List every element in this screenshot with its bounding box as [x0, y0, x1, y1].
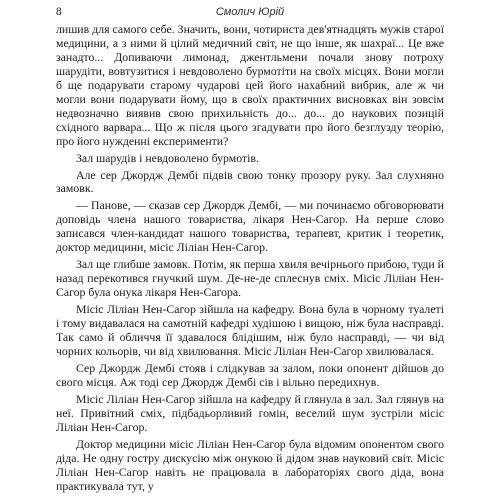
paragraph: — Панове, — сказав сер Джордж Дембі, — ми починаємо обговорювати доповідь члена нашого товариства, лікаря Нен-Сагор. На перше слово записався член-кандидат нашого товариства, терапевт, критик і теоретик, доктор медицини, місіс Ліліан Нен-Сагор.: [56, 198, 444, 255]
paragraph-continued: лишив для самого себе. Значить, вони, чотириста дев'ятнадцять мужів старої медицини, а з ними й цілий медичний світ, не що інше, як шахраї... Це вже занадто... Допиваючи лимонад, джентльмени почали знову потроху шарудіти, вовтузитися і невдоволено бурмотіти на своїх місцях. Вони могли б ще подарувати старому чударові цей його нахабний вибрик, але ж чи могли вони подарувати йому, що в своїх практичних висновках він зовсім недвозначно виявив свою прихильність до... до... до наукових позицій східного варвара... Що ж після цього згадувати про його безглузду теорію, про його нужденні експерименти?: [56, 22, 444, 148]
paragraph: Зал шарудів і невдоволено бурмотів.: [76, 150, 259, 165]
paragraph: Але сер Джордж Дембі підвів свою тонку прозору руку. Зал слухняно замовк.: [56, 167, 444, 196]
paragraph: Доктор медицини місіс Ліліан Нен-Сагор була відомим опонентом свого діда. Не одну гостру дискусію між онукою й дідом знав науковий світ. Місіс Ліліан Нен-Сагор навіть не працювала в лабораторіях свого діда, вона практикувала тут, у: [56, 436, 444, 493]
paragraph: Місіс Ліліан Нен-Сагор зійшла на кафедру й глянула в зал. Зал глянув на неї. Привітний сміх, підбадьорливий гомін, веселий шум зустріли місіс Ліліан Нен-Сагор.: [56, 391, 444, 434]
paragraph: Зал ще глибше замовк. Потім, як перша хвиля вечірнього прибою, туди й назад перекотився гнучкий шум. Де-не-де сплеснув сміх. Місіс Ліліан Нен-Сагор була онука лікаря Нен-Сагора.: [56, 257, 444, 300]
paragraph: Сер Джордж Дембі стояв і слідкував за залом, поки опонент дійшов до свого місця. Аж тоді сер Джордж Дембі сів і вільно передихнув.: [56, 360, 444, 389]
running-head: [56, 5, 444, 19]
paragraph: Місіс Ліліан Нен-Сагор зійшла на кафедру. Вона була в чорному туалеті і тому видавалася на самотній кафедрі худішою і вищою, ніж була насправді. Так само й обличчя її здавалося блідішим, ніж було насправді, — чи від чорних кольорів, чи від хвилювання. Місіс Ліліан Нен-Сагор хвилювалася.: [56, 302, 444, 358]
page-number: 8: [56, 6, 62, 18]
page-body: [56, 23, 444, 497]
running-title: Смолич Юрій: [215, 6, 285, 18]
